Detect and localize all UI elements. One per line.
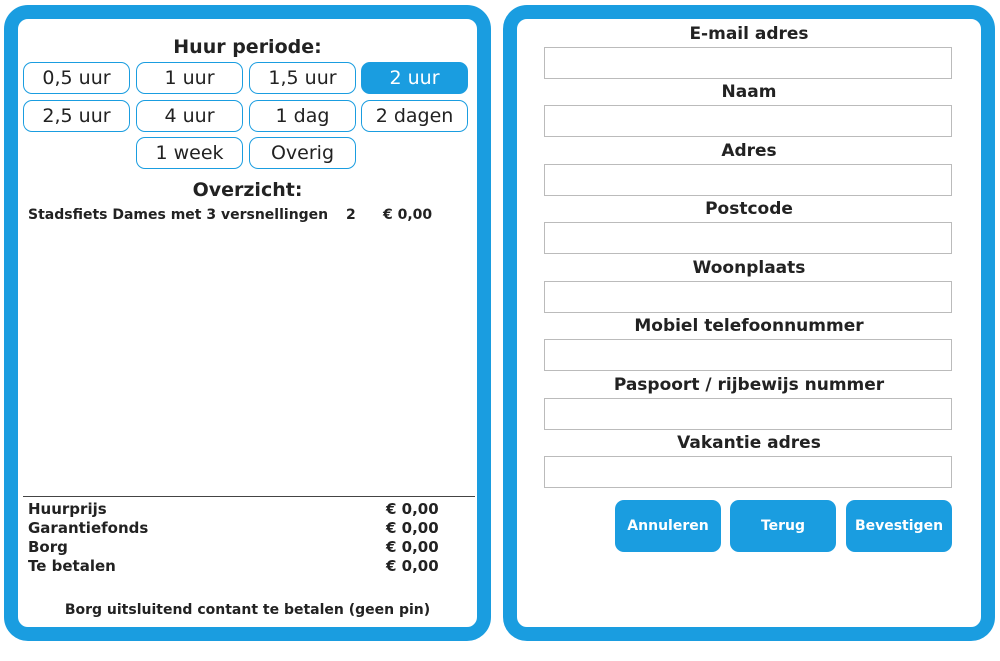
period-option-1-uur[interactable]: 1 uur bbox=[136, 62, 243, 94]
customer-details-panel bbox=[503, 5, 995, 641]
period-option-1-dag[interactable]: 1 dag bbox=[249, 100, 356, 132]
address-field[interactable] bbox=[544, 164, 952, 196]
period-option-0-5-uur[interactable]: 0,5 uur bbox=[23, 62, 130, 94]
id-number-label: Paspoort / rijbewijs nummer bbox=[613, 375, 885, 395]
mobile-phone-field[interactable] bbox=[544, 339, 952, 371]
cancel-button[interactable]: Annuleren bbox=[615, 500, 721, 552]
holiday-address-field[interactable] bbox=[544, 456, 952, 488]
period-option-2-5-uur[interactable]: 2,5 uur bbox=[23, 100, 130, 132]
period-option-4-uur[interactable]: 4 uur bbox=[136, 100, 243, 132]
email-field[interactable] bbox=[544, 47, 952, 79]
postcode-label: Postcode bbox=[705, 199, 793, 219]
period-option-2-dagen[interactable]: 2 dagen bbox=[361, 100, 468, 132]
total-value-huurprijs: € 0,00 bbox=[386, 500, 439, 518]
mobile-phone-label: Mobiel telefoonnummer bbox=[634, 316, 864, 336]
holiday-address-label: Vakantie adres bbox=[677, 433, 821, 453]
name-label: Naam bbox=[721, 82, 777, 102]
period-option-overig[interactable]: Overig bbox=[249, 137, 356, 169]
overview-item-price: € 0,00 bbox=[383, 207, 433, 223]
city-label: Woonplaats bbox=[692, 258, 806, 278]
confirm-button[interactable]: Bevestigen bbox=[846, 500, 952, 552]
period-option-1-5-uur[interactable]: 1,5 uur bbox=[249, 62, 356, 94]
postcode-field[interactable] bbox=[544, 222, 952, 254]
total-value-garantiefonds: € 0,00 bbox=[386, 519, 439, 537]
rental-period-panel bbox=[4, 5, 491, 641]
back-button[interactable]: Terug bbox=[730, 500, 836, 552]
id-number-field[interactable] bbox=[544, 398, 952, 430]
overview-item-qty: 2 bbox=[346, 207, 356, 223]
period-option-1-week[interactable]: 1 week bbox=[136, 137, 243, 169]
total-value-te-betalen: € 0,00 bbox=[386, 557, 439, 575]
overview-item-name: Stadsfiets Dames met 3 versnellingen bbox=[28, 207, 329, 223]
email-label: E-mail adres bbox=[689, 24, 809, 44]
totals-divider bbox=[23, 496, 475, 497]
total-label-huurprijs: Huurprijs bbox=[28, 500, 107, 518]
total-label-te-betalen: Te betalen bbox=[28, 557, 116, 575]
period-option-2-uur[interactable]: 2 uur bbox=[361, 62, 468, 94]
period-title: Huur periode: bbox=[173, 36, 322, 58]
total-value-borg: € 0,00 bbox=[386, 538, 439, 556]
address-label: Adres bbox=[721, 141, 777, 161]
name-field[interactable] bbox=[544, 105, 952, 137]
total-label-borg: Borg bbox=[28, 538, 68, 556]
overview-title: Overzicht: bbox=[192, 179, 303, 201]
deposit-note: Borg uitsluitend contant te betalen (geen pin) bbox=[64, 602, 431, 618]
city-field[interactable] bbox=[544, 281, 952, 313]
total-label-garantiefonds: Garantiefonds bbox=[28, 519, 149, 537]
